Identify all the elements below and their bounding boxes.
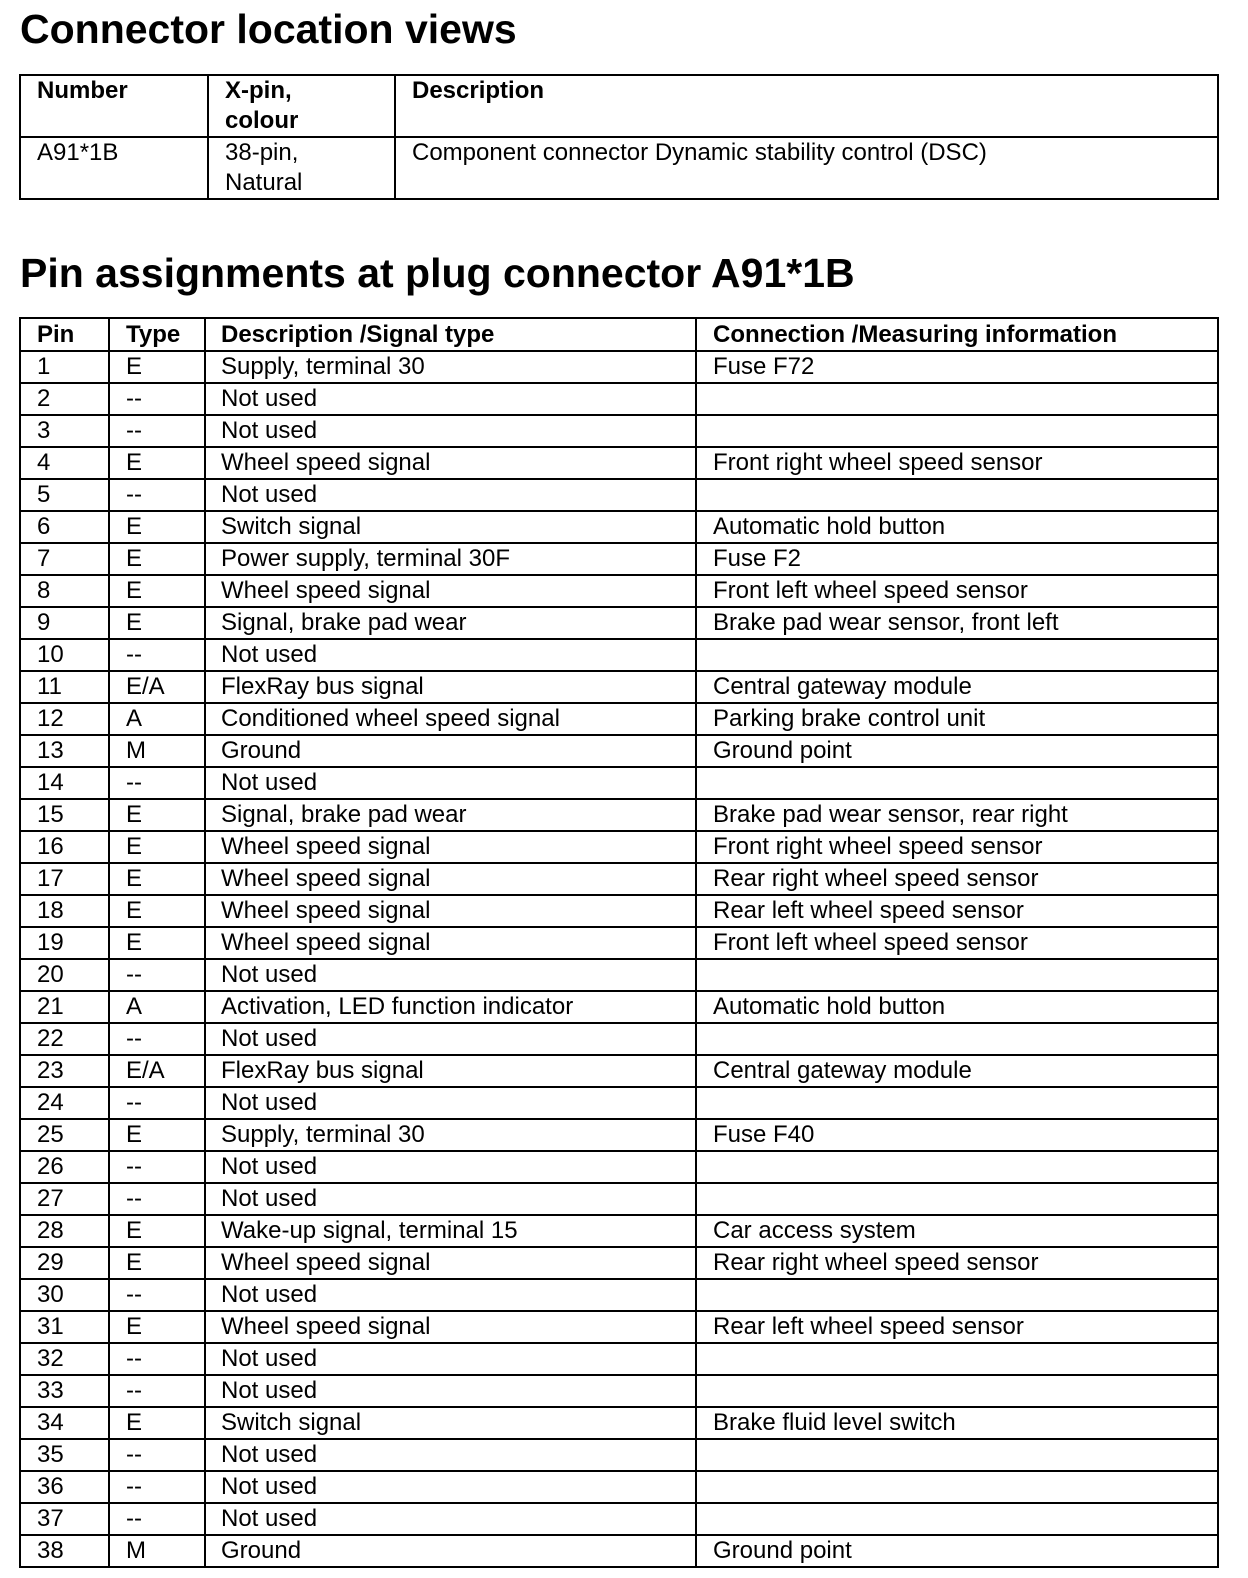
pin-description: Wheel speed signal [205,1247,696,1279]
connector-table [19,74,1219,200]
pin-connection: Fuse F40 [696,1119,1218,1151]
pin-connection: Central gateway module [696,1055,1218,1087]
pin-row [20,1407,1218,1439]
pin-connection [696,1279,1218,1311]
pin-number: 17 [20,863,109,895]
pin-connection: Central gateway module [696,671,1218,703]
header-xpin-line1: X-pin, [225,77,292,104]
header-description-signal: Description /Signal type [205,318,696,351]
connector-number: A91*1B [20,137,208,199]
pin-number: 34 [20,1407,109,1439]
pin-number: 7 [20,543,109,575]
pin-description: Supply, terminal 30 [205,1119,696,1151]
pin-table [19,317,1219,1568]
pin-connection [696,415,1218,447]
pin-type: E [109,863,205,895]
pin-number: 30 [20,1279,109,1311]
pin-connection: Rear right wheel speed sensor [696,863,1218,895]
pin-description: Signal, brake pad wear [205,799,696,831]
pin-description: Not used [205,415,696,447]
pin-row [20,543,1218,575]
pin-description: Not used [205,1023,696,1055]
pin-row [20,831,1218,863]
pin-description: Conditioned wheel speed signal [205,703,696,735]
connector-description: Component connector Dynamic stability control (DSC) [395,137,1218,199]
pin-type: E [109,575,205,607]
pin-number: 18 [20,895,109,927]
pin-type: -- [109,1087,205,1119]
pin-number: 15 [20,799,109,831]
pin-description: Wake-up signal, terminal 15 [205,1215,696,1247]
pin-type: E [109,1407,205,1439]
connector-xpin-colour [208,137,395,199]
pin-connection [696,767,1218,799]
pin-type: -- [109,415,205,447]
pin-type: M [109,1535,205,1567]
pin-description: Not used [205,1503,696,1535]
pin-type: E [109,895,205,927]
pin-row [20,607,1218,639]
pin-connection [696,1503,1218,1535]
pin-connection: Front left wheel speed sensor [696,575,1218,607]
pin-description: Wheel speed signal [205,831,696,863]
pin-number: 13 [20,735,109,767]
pin-row [20,1247,1218,1279]
pin-connection: Front right wheel speed sensor [696,831,1218,863]
pin-number: 10 [20,639,109,671]
pin-connection [696,1183,1218,1215]
pin-description: Ground [205,1535,696,1567]
pin-type: E [109,1247,205,1279]
pin-connection: Front right wheel speed sensor [696,447,1218,479]
pin-connection [696,959,1218,991]
pin-row [20,1023,1218,1055]
pin-number: 23 [20,1055,109,1087]
pin-connection: Rear left wheel speed sensor [696,1311,1218,1343]
pin-type: E [109,351,205,383]
pin-type: E [109,543,205,575]
pin-connection: Rear left wheel speed sensor [696,895,1218,927]
pin-description: Not used [205,1375,696,1407]
pin-row [20,671,1218,703]
pin-description: Wheel speed signal [205,575,696,607]
pin-row [20,767,1218,799]
pin-number: 14 [20,767,109,799]
pin-row [20,351,1218,383]
pin-connection: Fuse F2 [696,543,1218,575]
pin-number: 3 [20,415,109,447]
pin-row [20,735,1218,767]
pin-description: Supply, terminal 30 [205,351,696,383]
pin-description: Signal, brake pad wear [205,607,696,639]
pin-description: Not used [205,639,696,671]
pin-connection [696,1343,1218,1375]
pin-description: Not used [205,1183,696,1215]
pin-type: -- [109,1279,205,1311]
pin-connection [696,1023,1218,1055]
pin-row [20,1119,1218,1151]
pin-connection [696,1375,1218,1407]
header-xpin-colour [208,75,395,137]
pin-type: -- [109,1471,205,1503]
pin-type: E [109,1119,205,1151]
pin-number: 27 [20,1183,109,1215]
pin-description: Not used [205,1439,696,1471]
pin-number: 22 [20,1023,109,1055]
pin-row [20,1279,1218,1311]
pin-type: -- [109,479,205,511]
header-number: Number [20,75,208,137]
pin-type: M [109,735,205,767]
pin-connection: Ground point [696,1535,1218,1567]
pin-connection: Front left wheel speed sensor [696,927,1218,959]
pin-description: Wheel speed signal [205,447,696,479]
pin-type: A [109,703,205,735]
pin-number: 8 [20,575,109,607]
pin-row [20,479,1218,511]
pin-type: E [109,927,205,959]
pin-connection: Parking brake control unit [696,703,1218,735]
pin-number: 35 [20,1439,109,1471]
pin-row [20,383,1218,415]
pin-type: E [109,1311,205,1343]
pin-number: 9 [20,607,109,639]
pin-connection [696,383,1218,415]
pin-number: 26 [20,1151,109,1183]
pin-description: Switch signal [205,511,696,543]
pin-number: 6 [20,511,109,543]
pin-connection [696,479,1218,511]
pin-type: -- [109,959,205,991]
pin-number: 2 [20,383,109,415]
pin-description: Wheel speed signal [205,863,696,895]
pin-row [20,1055,1218,1087]
pin-number: 21 [20,991,109,1023]
pin-connection: Fuse F72 [696,351,1218,383]
pin-table-header [20,318,1218,351]
connector-xpin-line1: 38-pin, [225,139,299,166]
pin-row [20,895,1218,927]
pin-row [20,1439,1218,1471]
pin-type: -- [109,1151,205,1183]
connector-table-header [20,75,1218,137]
pin-number: 1 [20,351,109,383]
pin-type: E/A [109,671,205,703]
pin-description: Activation, LED function indicator [205,991,696,1023]
pin-number: 38 [20,1535,109,1567]
pin-type: E [109,607,205,639]
header-pin: Pin [20,318,109,351]
pin-row [20,703,1218,735]
pin-row [20,799,1218,831]
pin-type: -- [109,1023,205,1055]
pin-type: E [109,447,205,479]
pin-type: -- [109,1503,205,1535]
pin-number: 29 [20,1247,109,1279]
pin-row [20,1471,1218,1503]
pin-type: A [109,991,205,1023]
pin-description: Switch signal [205,1407,696,1439]
pin-row [20,1215,1218,1247]
pin-row [20,639,1218,671]
header-description: Description [395,75,1218,137]
pin-number: 19 [20,927,109,959]
pin-row [20,1151,1218,1183]
pin-row [20,927,1218,959]
connector-xpin-line2: Natural [225,169,303,196]
pin-row [20,1087,1218,1119]
pin-table-body [20,351,1218,1567]
pin-type: E [109,1215,205,1247]
pin-description: Power supply, terminal 30F [205,543,696,575]
pin-description: FlexRay bus signal [205,1055,696,1087]
pin-row [20,1375,1218,1407]
pin-row [20,1183,1218,1215]
pin-row [20,1311,1218,1343]
pin-connection: Brake pad wear sensor, front left [696,607,1218,639]
pin-type: E [109,511,205,543]
pin-type: -- [109,767,205,799]
pin-description: Not used [205,1279,696,1311]
pin-type: -- [109,1439,205,1471]
pin-description: Not used [205,1343,696,1375]
pin-description: Wheel speed signal [205,927,696,959]
pin-type: -- [109,1183,205,1215]
pin-type: -- [109,1343,205,1375]
pin-connection: Car access system [696,1215,1218,1247]
pin-type: -- [109,1375,205,1407]
pin-row [20,415,1218,447]
pin-section-title: Pin assignments at plug connector A91*1B [20,250,855,296]
pin-row [20,447,1218,479]
header-type: Type [109,318,205,351]
pin-connection: Automatic hold button [696,511,1218,543]
pin-number: 16 [20,831,109,863]
pin-number: 37 [20,1503,109,1535]
pin-description: Not used [205,1471,696,1503]
pin-type: E/A [109,1055,205,1087]
pin-number: 11 [20,671,109,703]
pin-connection: Brake pad wear sensor, rear right [696,799,1218,831]
pin-type: E [109,831,205,863]
connector-section-title: Connector location views [20,6,517,52]
pin-number: 28 [20,1215,109,1247]
pin-type: E [109,799,205,831]
header-xpin-line2: colour [225,107,299,134]
pin-row [20,863,1218,895]
pin-number: 32 [20,1343,109,1375]
pin-number: 36 [20,1471,109,1503]
pin-connection [696,1471,1218,1503]
pin-description: Ground [205,735,696,767]
pin-description: FlexRay bus signal [205,671,696,703]
pin-connection: Ground point [696,735,1218,767]
pin-row [20,1343,1218,1375]
pin-row [20,511,1218,543]
pin-connection: Automatic hold button [696,991,1218,1023]
pin-connection [696,1439,1218,1471]
pin-number: 33 [20,1375,109,1407]
pin-row [20,991,1218,1023]
pin-number: 25 [20,1119,109,1151]
pin-row [20,575,1218,607]
pin-description: Wheel speed signal [205,1311,696,1343]
pin-connection [696,1151,1218,1183]
pin-connection [696,639,1218,671]
pin-connection: Rear right wheel speed sensor [696,1247,1218,1279]
pin-description: Not used [205,767,696,799]
pin-connection: Brake fluid level switch [696,1407,1218,1439]
pin-description: Not used [205,1151,696,1183]
pin-number: 24 [20,1087,109,1119]
pin-number: 31 [20,1311,109,1343]
pin-number: 4 [20,447,109,479]
pin-description: Wheel speed signal [205,895,696,927]
pin-type: -- [109,639,205,671]
pin-number: 12 [20,703,109,735]
pin-connection [696,1087,1218,1119]
header-connection: Connection /Measuring information [696,318,1218,351]
pin-number: 20 [20,959,109,991]
pin-row [20,1503,1218,1535]
pin-number: 5 [20,479,109,511]
pin-row [20,959,1218,991]
pin-description: Not used [205,959,696,991]
pin-description: Not used [205,383,696,415]
pin-row [20,1535,1218,1567]
pin-description: Not used [205,479,696,511]
pin-description: Not used [205,1087,696,1119]
connector-row [20,137,1218,199]
pin-type: -- [109,383,205,415]
